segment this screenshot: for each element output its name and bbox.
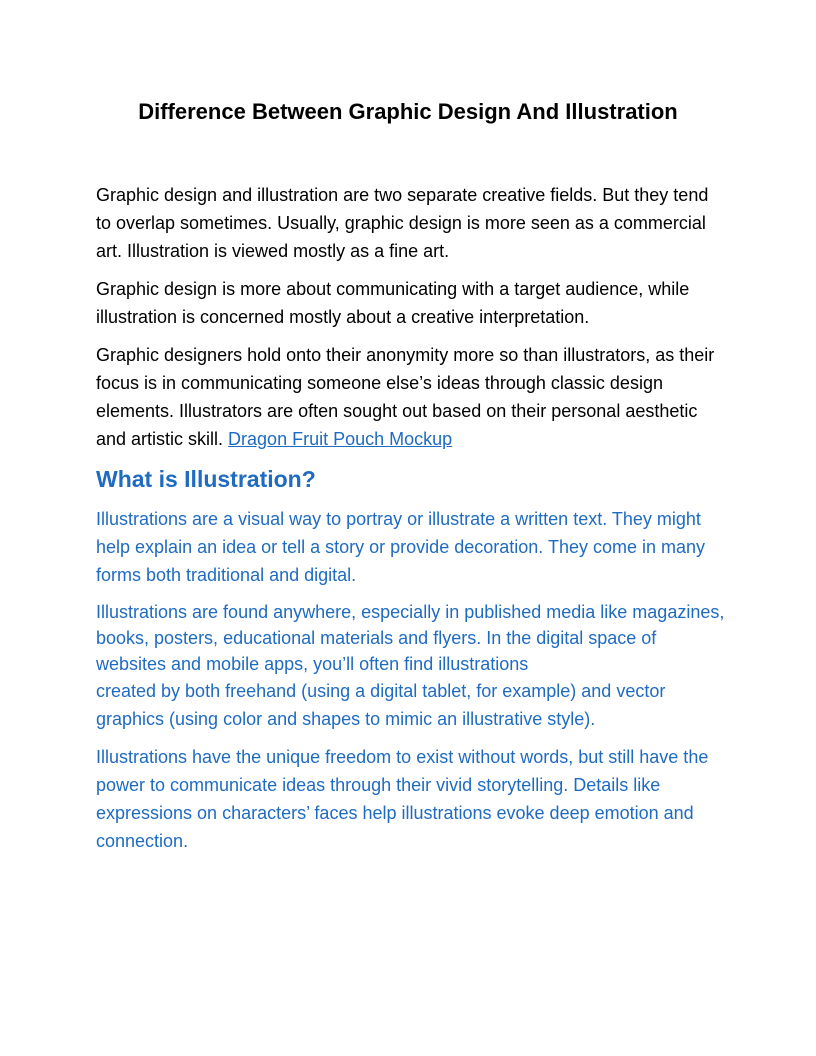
section-paragraph-1: Illustrations are a visual way to portray or illustrate a written text. They might help explain an idea or tell a story or provide decoration. They come in many forms both traditional and digital. xyxy=(96,509,706,585)
document-body xyxy=(96,181,726,865)
section-paragraph-2-continued: created by both freehand (using a digital tablet, for example) and vector graphics (using color and shapes to mimic an illustrative style). xyxy=(96,681,666,729)
page-title: Difference Between Graphic Design And Illustration xyxy=(138,99,678,124)
section-paragraph-3: Illustrations have the unique freedom to exist without words, but still have the power to communicate ideas through their vivid storytelling. Details like expressions on characters’ faces help illustrations evoke deep emotion and connection. xyxy=(96,747,709,851)
section-heading: What is Illustration? xyxy=(96,466,316,492)
intro-paragraph-2: Graphic design is more about communicating with a target audience, while illustration is concerned mostly about a creative interpretation. xyxy=(96,279,690,327)
intro-paragraph-3-text: Graphic designers hold onto their anonymity more so than illustrators, as their focus is in communicating someone else’s ideas through classic design elements. Illustrators are often sought out based on their personal aesthetic and artistic skill. xyxy=(96,345,715,449)
intro-paragraph-3 xyxy=(96,341,726,453)
dragon-fruit-pouch-mockup-link[interactable]: Dragon Fruit Pouch Mockup xyxy=(228,429,453,449)
intro-paragraph-1: Graphic design and illustration are two separate creative fields. But they tend to overlap sometimes. Usually, graphic design is more seen as a commercial art. Illustration is viewed mostly as a fine art. xyxy=(96,185,709,261)
section-paragraph-2: Illustrations are found anywhere, especially in published media like magazines, books, posters, educational materials and flyers. In the digital space of websites and mobile apps, you’ll often find illustrations xyxy=(96,602,725,674)
